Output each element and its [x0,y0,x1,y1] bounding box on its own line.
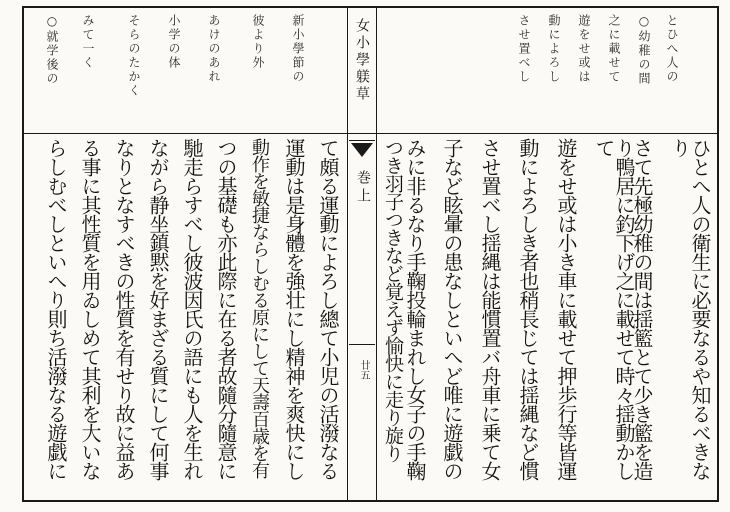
text-column: る事に其性質を用ゐしめて其利を大いな [78,138,102,480]
fishtail-mark [351,143,373,157]
headnote-line: ○幼稚の間 [637,14,651,86]
text-column: 動作を敏捷ならしむる原にして天壽百歳を有 [249,138,270,478]
headnote-line: そらのたかく [127,14,141,98]
text-column: つの基礎も亦此際に在る者故隨分隨意に [214,138,238,480]
fishtail-rule-top [349,140,375,141]
headnote-line: あけのあれ [207,14,221,84]
text-column: 動によろしき者也稍長じては揺縄など慣 [516,138,540,480]
headnote-line: みて一く [81,14,95,70]
text-column: 子など眩暈の患なしといへど唯に遊戯の [440,138,464,480]
headnote-line: とひへ人の [665,14,679,84]
text-column: 運動は是身體を強壮にし精神を爽快にし [282,138,306,480]
volume-label: 巻上 [355,170,371,206]
text-column: て頗る運動によろし總て小児の活潑なる [316,138,340,480]
text-column: り鴨居に釣下げ之に載せて時々揺動かして [592,138,636,480]
headnote-line: させ置べし [517,14,531,84]
headnote-line: ○就学後の [45,14,59,86]
text-column: 遊をせ或は小き車に載せて押歩行等皆運 [554,138,578,480]
headnote-line: 彼より外 [251,14,265,70]
page-number: 廿五 [358,360,369,380]
text-column: さて先極幼稚の間は揺籃とて少き籃を造 [630,138,654,480]
text-column: ひとへ人の衛生に必要なるや知るべきなり [668,138,712,480]
text-column: つき羽子つきなど覚えず愉快に走り旋り [382,138,404,462]
headnote-line: 動によろし [547,14,561,84]
text-column: みに非るなり手鞠投輪まれし女子の手鞠 [403,138,427,480]
headnote-line: 遊をせ或は [577,14,591,84]
book-title: 女小學躾草 [354,18,370,103]
headnote-line: 之に載せて [607,14,621,84]
text-column: させ置べし揺縄は能慣置バ舟車に乗て女 [478,138,502,480]
text-column: ながら静坐鎮黙を好まざる質にして何事 [146,138,170,480]
text-column: 馳走らすべし彼波因氏の語にも人を生れ [180,138,204,480]
text-column: なりとなすべきの性質を有せり故に益あ [112,138,136,480]
headnote-line: 新小學節の [291,14,305,84]
fishtail-rule-bottom [349,344,375,345]
headnote-line: 小学の体 [167,14,181,70]
text-column: らしむべしといへり則ち活潑なる遊戯に [44,138,68,480]
